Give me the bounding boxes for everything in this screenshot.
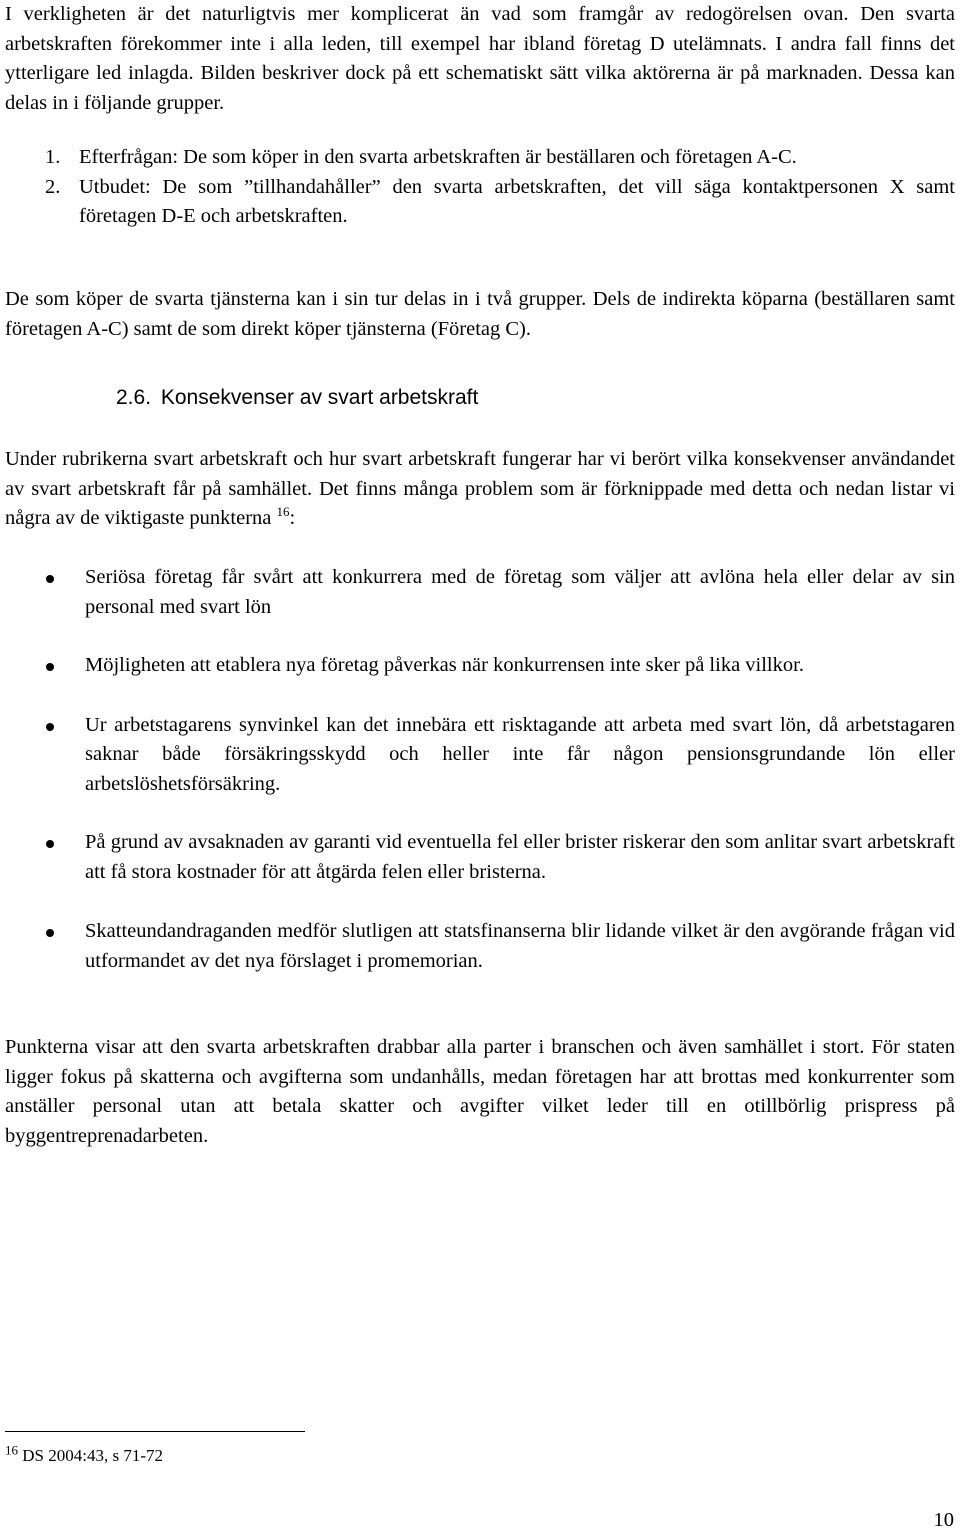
consequences-paragraph: [5, 445, 955, 534]
consequences-suffix: :: [289, 507, 296, 529]
numbered-list: [45, 143, 955, 232]
bullet-list: [46, 563, 955, 976]
footnote-marker: 16: [5, 1442, 18, 1458]
consequences-text-wrapper: [5, 445, 955, 534]
footnote-divider: [5, 1431, 305, 1432]
numbered-item: [45, 143, 955, 173]
bullet-text: Skatteundandraganden medför slutligen att statsfinanserna blir lidande vilket är den avgörande frågan vid utformandet av det nya förslaget i promemorian.: [85, 920, 955, 972]
footnote-reference: 16: [276, 504, 290, 520]
numbered-item-marker: 2.: [45, 175, 61, 198]
numbered-item-marker: 1.: [45, 146, 61, 168]
bullet-dot-icon: [46, 663, 54, 671]
bullet-item: [46, 917, 955, 976]
bullet-item: [46, 828, 955, 887]
conclusion-paragraph: [5, 1033, 955, 1151]
bullet-text: På grund av avsaknaden av garanti vid eventuella fel eller brister riskerar den som anlitar svart arbetskraft att få stora kostnader för att åtgärda felen eller bristerna.: [85, 831, 955, 883]
bullet-dot-icon: [46, 575, 54, 583]
buyers-paragraph: [5, 285, 955, 344]
footnote: [5, 1444, 163, 1468]
bullet-text: Seriösa företag får svårt att konkurrera med de företag som väljer att avlöna hela eller delar av sin personal med svart lön: [85, 566, 955, 618]
bullet-text: Ur arbetstagarens synvinkel kan det innebära ett risktagande att arbeta med svart lön, då arbetstagaren saknar både försäkringsskydd och heller inte får någon pensionsgrundande lön eller arbetslöshetsförsäkring.: [85, 713, 955, 795]
section-number: 2.6.: [116, 386, 152, 409]
bullet-dot-icon: [46, 840, 54, 848]
numbered-item-text: Efterfrågan: De som köper in den svarta arbetskraften är beställaren och företagen A-C.: [79, 146, 797, 168]
intro-paragraph: [5, 0, 955, 118]
bullet-dot-icon: [46, 929, 54, 937]
bullet-dot-icon: [46, 723, 54, 731]
bullet-item: [46, 711, 955, 800]
buyers-text: De som köper de svarta tjänsterna kan i sin tur delas in i två grupper. Dels de indirekta köparna (beställaren samt företagen A-C) samt de som direkt köper tjänsterna (Företag C).: [5, 288, 955, 340]
numbered-item-text: Utbudet: De som ”tillhandahåller” den svarta arbetskraften, det vill säga kontaktpersonen X samt företagen D-E och arbetskraften.: [79, 175, 955, 227]
section-heading: [116, 383, 478, 413]
section-title: Konsekvenser av svart arbetskraft: [160, 386, 479, 409]
numbered-item: [45, 173, 955, 232]
intro-text: I verkligheten är det naturligtvis mer komplicerat än vad som framgår av redogörelsen ovan. Den svarta arbetskraften förekommer inte i alla leden, till exempel har ibland företag D utelämnats. I andra fall finns det ytterligare led inlagda. Bilden beskriver dock på ett schematiskt sätt vilka aktörerna är på marknaden. Dessa kan delas in i följande grupper.: [5, 3, 955, 114]
bullet-text: Möjligheten att etablera nya företag påverkas när konkurrensen inte sker på lika villkor.: [85, 654, 804, 676]
bullet-item: [46, 651, 955, 681]
bullet-item: [46, 563, 955, 622]
conclusion-text: Punkterna visar att den svarta arbetskraften drabbar alla parter i branschen och även samhället i stort. För staten ligger fokus på skatterna och avgifterna som undanhålls, medan företagen har att brottas med konkurrenter som anställer personal utan att betala skatter och avgifter vilket leder till en otillbörlig prispress på byggentreprenadarbeten.: [5, 1036, 955, 1147]
page-number: 10: [933, 1509, 954, 1531]
footnote-text: DS 2004:43, s 71-72: [22, 1446, 163, 1465]
consequences-text: Under rubrikerna svart arbetskraft och hur svart arbetskraft fungerar har vi berört vilka konsekvenser användandet av svart arbetskraft får på samhället. Det finns många problem som är förknippade med detta och nedan listar vi några av de viktigaste punkterna: [5, 448, 955, 529]
